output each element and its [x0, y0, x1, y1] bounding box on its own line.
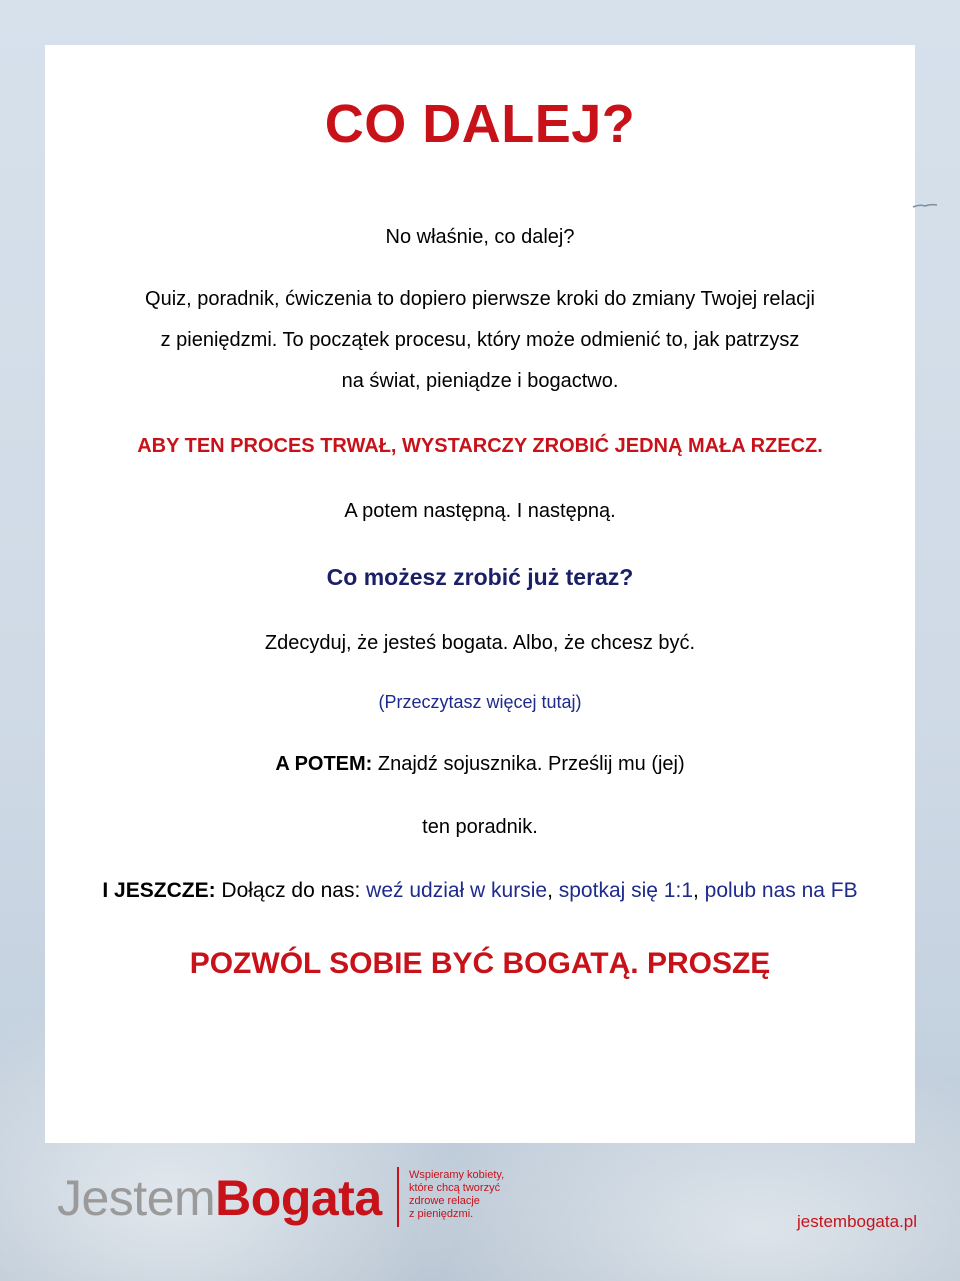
website-link[interactable]: jestembogata.pl: [797, 1212, 918, 1231]
tagline-line: które chcą tworzyć: [409, 1182, 501, 1194]
read-more-link[interactable]: (Przeczytasz więcej tutaj): [378, 692, 582, 712]
separator: ,: [693, 879, 705, 902]
closing-text: POZWÓL SOBIE BYĆ BOGATĄ. PROSZĘ: [189, 947, 771, 980]
page-title: CO DALEJ?: [324, 94, 636, 154]
logo-part-bogata: Bogata: [215, 1170, 382, 1226]
tagline-line: z pieniędzmi.: [409, 1208, 474, 1220]
next-step-text: A potem następną. I następną.: [344, 500, 616, 522]
meeting-link[interactable]: spotkaj się 1:1: [558, 879, 693, 902]
paragraph-line-3: na świat, pieniądze i bogactwo.: [341, 370, 619, 392]
decide-text: Zdecyduj, że jesteś bogata. Albo, że chcesz być.: [264, 632, 696, 654]
logo-part-jestem: Jestem: [57, 1170, 216, 1226]
emphasis-text: ABY TEN PROCES TRWAŁ, WYSTARCZY ZROBIĆ JEDNĄ MAŁA RZECZ.: [137, 435, 823, 457]
question-heading: Co możesz zrobić już teraz?: [326, 564, 634, 590]
logo-wordmark: [57, 1169, 382, 1227]
also-text: Dołącz do nas:: [215, 879, 367, 902]
document-page: [45, 45, 915, 1143]
logo-tagline: [409, 1169, 529, 1221]
also-label: I JESZCZE:: [102, 879, 216, 902]
tagline-line: zdrowe relacje: [409, 1195, 480, 1207]
intro-text: No właśnie, co dalej?: [385, 226, 575, 248]
logo-divider: [397, 1167, 399, 1227]
paragraph-line-2: z pieniędzmi. To początek procesu, który może odmienić to, jak patrzysz: [160, 329, 800, 351]
tagline-line: Wspieramy kobiety,: [409, 1169, 505, 1181]
facebook-link[interactable]: polub nas na FB: [704, 879, 858, 902]
paragraph-line-1: Quiz, poradnik, ćwiczenia to dopiero pierwsze kroki do zmiany Twojej relacji: [145, 288, 815, 310]
bird-icon: [912, 203, 938, 209]
then-line-2: ten poradnik.: [422, 816, 538, 838]
also-line: [45, 879, 915, 903]
then-label: A POTEM:: [275, 753, 373, 775]
read-more-line: [45, 692, 915, 713]
course-link[interactable]: weź udział w kursie: [366, 879, 548, 902]
then-line: [45, 753, 915, 776]
then-text: Znajdź sojusznika. Prześlij mu (jej): [372, 753, 685, 775]
separator: ,: [547, 879, 559, 902]
